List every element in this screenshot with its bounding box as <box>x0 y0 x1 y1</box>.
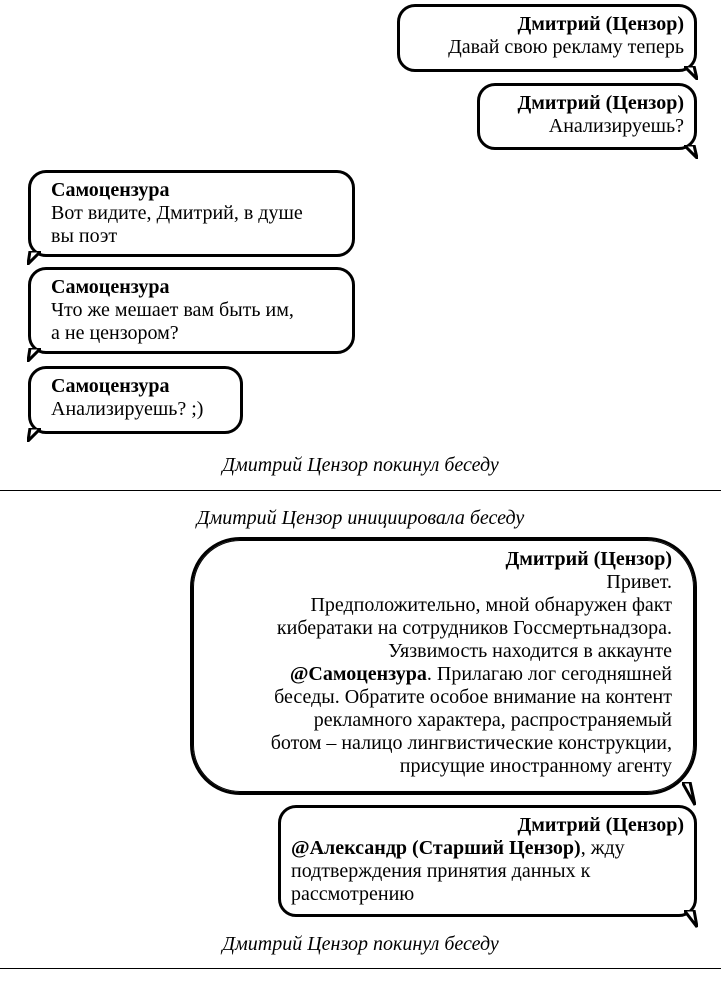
message-text-line: беседы. Обратите особое внимание на контент <box>274 686 672 708</box>
message-text: Анализируешь? <box>548 115 684 137</box>
message-text-line: кибератаки на сотрудников Госсмертьнадзора. <box>276 617 672 639</box>
message-sender: Дмитрий (Цензор) <box>517 814 684 836</box>
mention-link[interactable]: @Самоцензура <box>289 663 427 685</box>
system-message-left: Дмитрий Цензор покинул беседу <box>222 454 499 476</box>
message-sender: Дмитрий (Цензор) <box>517 92 684 114</box>
bubble-tail <box>27 348 41 360</box>
message-text-line: ботом – налицо лингвистические конструкции, <box>270 732 672 754</box>
message-text-line: рекламного характера, распространяемый <box>313 709 672 731</box>
bubble-tail <box>682 782 696 794</box>
message-text-line: присущие иностранному агенту <box>399 755 672 777</box>
message-text-line: Предположительно, мной обнаружен факт <box>310 594 672 616</box>
system-message-started: Дмитрий Цензор инициировала беседу <box>196 507 525 529</box>
message-bubble <box>28 267 355 354</box>
message-bubble <box>397 4 697 72</box>
message-text-fragment: , жду <box>580 837 625 859</box>
divider <box>0 968 721 969</box>
message-sender: Самоцензура <box>51 179 170 201</box>
message-text: Давай свою рекламу теперь <box>448 36 684 58</box>
message-text: Что же мешает вам быть им, <box>51 299 294 321</box>
message-text-line <box>291 837 684 860</box>
message-text-line: Уязвимость находится в аккаунте <box>388 640 672 662</box>
message-sender: Самоцензура <box>51 375 170 397</box>
message-sender: Дмитрий (Цензор) <box>517 13 684 35</box>
system-message-left: Дмитрий Цензор покинул беседу <box>222 933 499 955</box>
message-text-line: подтверждения принятия данных к <box>291 860 591 882</box>
message-bubble <box>28 366 243 434</box>
divider <box>0 490 721 491</box>
message-text-line: рассмотрению <box>291 883 415 905</box>
report-message-bubble <box>190 537 697 795</box>
message-sender: Дмитрий (Цензор) <box>505 548 672 570</box>
message-text-line: Привет. <box>606 571 672 593</box>
message-text: вы поэт <box>51 225 118 247</box>
bubble-tail <box>684 66 698 78</box>
message-text-fragment: . Прилагаю лог сегодняшней <box>426 663 672 685</box>
message-bubble <box>28 170 355 257</box>
bubble-tail <box>684 910 698 922</box>
bubble-tail <box>27 428 41 440</box>
message-bubble <box>278 805 697 917</box>
mention-link[interactable]: @Александр (Старший Цензор) <box>291 837 581 859</box>
message-text: Анализируешь? ;) <box>51 398 204 420</box>
bubble-tail <box>684 145 698 157</box>
message-bubble <box>477 83 697 150</box>
message-text-line <box>205 663 672 686</box>
bubble-tail <box>27 251 41 263</box>
message-text: а не цензором? <box>51 322 179 344</box>
message-sender: Самоцензура <box>51 276 170 298</box>
message-text: Вот видите, Дмитрий, в душе <box>51 202 303 224</box>
